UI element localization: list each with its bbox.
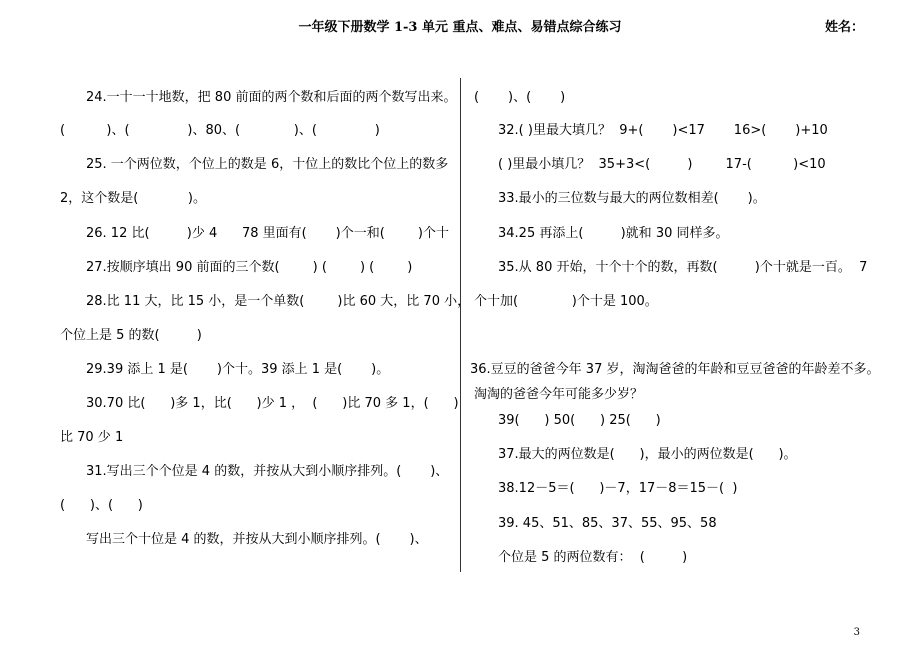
student-name-label: 姓名： [824,20,864,35]
q31-text: 31.写出三个个位是 4 的数，并按从大到小顺序排列。( )、 [86,464,449,479]
q37-text: 37.最大的两位数是( )，最小的两位数是( )。 [498,447,797,462]
q32-max-text: 32.( )里最大填几？ 9+( )<17 16>( )+10 [498,123,828,138]
q36-question: 淘淘的爸爸今年可能多少岁？ [474,387,644,402]
q27-text: 27.按顺序填出 90 前面的三个数( ) ( ) ( ) [86,260,413,275]
q38-text: 38.12－5＝( )－7，17－8＝15－( ) [498,481,738,496]
q24-text: 24.一十一十地数，把 80 前面的两个数和后面的两个数写出来。 [86,90,457,105]
q36-text: 36.豆豆的爸爸今年 37 岁，淘淘爸爸的年龄和豆豆爸爸的年龄差不多。 [470,362,880,377]
q36-choices: 39( ) 50( ) 25( ) [498,413,661,428]
q28-text-cont: 个位上是 5 的数( ) [60,328,202,343]
q26-text: 26. 12 比( )少 4 78 里面有( )个一和( )个十 [86,226,449,241]
q29-text: 29.39 添上 1 是( )个十。39 添上 1 是( )。 [86,362,390,377]
q28-text: 28.比 11 大，比 15 小，是一个单数( )比 60 大，比 70 小， [86,294,471,309]
q25-text-cont: 2，这个数是( )。 [60,191,207,206]
q24-blanks: ( )、( )、80、( )、( ) [60,123,380,138]
q31-blanks: ( )、( ) [60,498,143,513]
q31-part2-blanks: ( )、( ) [474,90,566,105]
page-header-title: 一年级下册数学 1-3 单元 重点、难点、易错点综合练习 [298,20,622,35]
q39-prompt: 个位是 5 的两位数有： ( ) [498,550,688,565]
q30-text: 30.70 比( )多 1，比( )少 1 ， ( )比 70 多 1，( ) [86,396,459,411]
q31-part2-text: 写出三个十位是 4 的数，并按从大到小顺序排列。( )、 [86,532,428,547]
q33-text: 33.最小的三位数与最大的两位数相差( )。 [498,191,766,206]
q32-min-text: ( )里最小填几？ 35+3<( ) 17-( )<10 [498,157,826,172]
q25-text: 25. 一个两位数，个位上的数是 6，十位上的数比个位上的数多 [86,157,449,172]
page-number: 3 [853,627,860,638]
q35-text-cont: 个十加( )个十是 100。 [474,294,658,309]
q34-text: 34.25 再添上( )就和 30 同样多。 [498,226,729,241]
column-divider [460,78,461,572]
q39-text: 39. 45、51、85、37、55、95、58 [498,516,717,531]
q30-text-cont: 比 70 少 1 [60,430,124,445]
q35-text: 35.从 80 开始，十个十个的数，再数( )个十就是一百。 7 [498,260,868,275]
